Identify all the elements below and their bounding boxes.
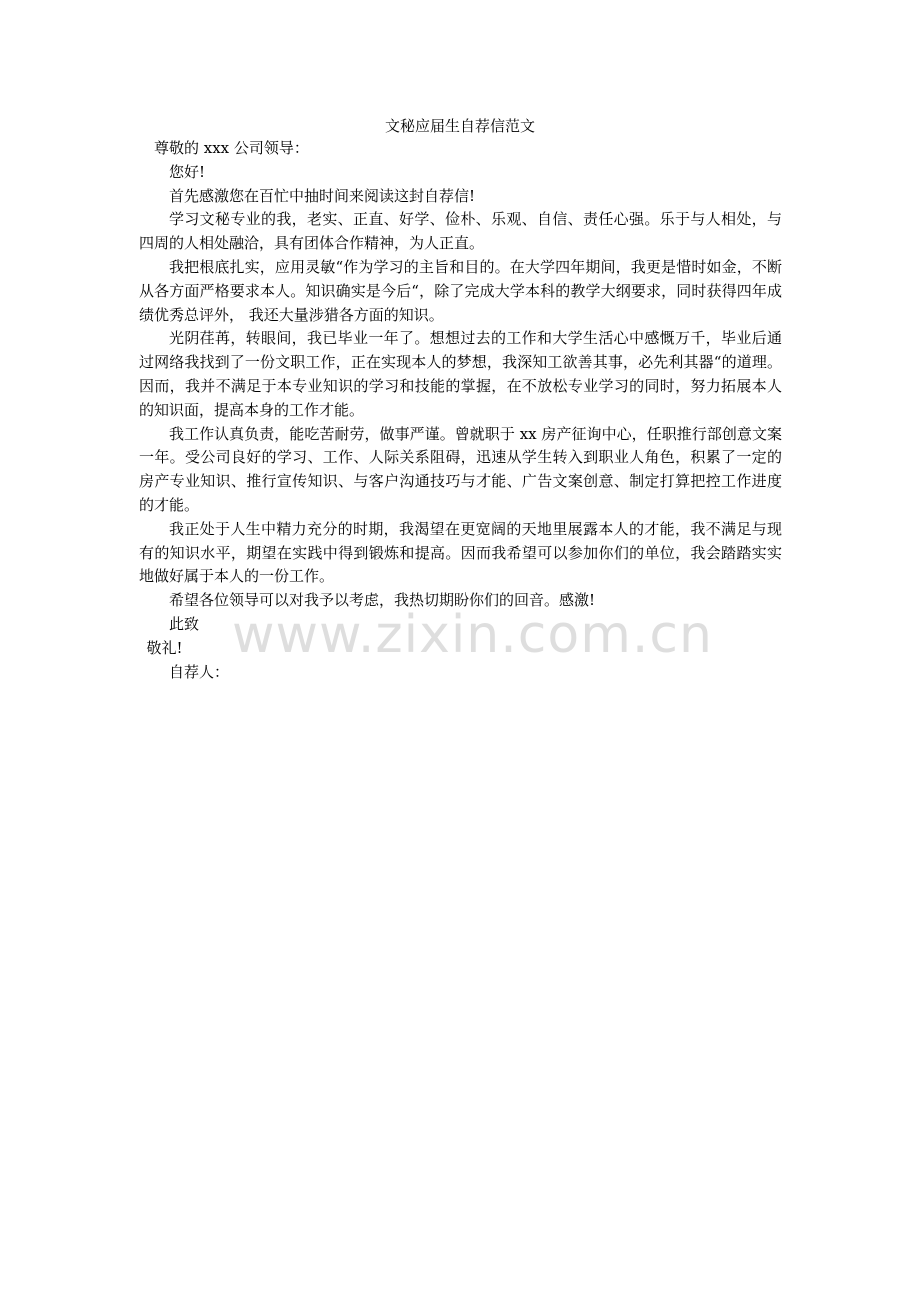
letter-body <box>139 137 782 684</box>
closing-line-1: 此致 <box>169 614 200 633</box>
greeting: 您好! <box>169 162 206 181</box>
signature-line: 自荐人： <box>169 662 230 681</box>
paragraph-1: 首先感激您在百忙中抽时间来阅读这封自荐信! <box>169 186 476 205</box>
paragraph-6: 我正处于人生中精力充分的时期，我渴望在更宽阔的天地里展露本人的才能，我不满足与现有的知识水平，期望在实践中得到锻炼和提高。因而我希望可以参加你们的单位，我会踏踏实实地做好属于本人的一份工作。 <box>139 519 782 586</box>
watermark: www.zixin.com.cn <box>232 605 713 665</box>
paragraph-5: 我工作认真负责，能吃苦耐劳，做事严谨。曾就职于 xx 房产征询中心，任职推行部创意文案一年。受公司良好的学习、工作、人际关系阻碍，迅速从学生转入到职业人角色，积累了一定的房产专业知识、推行宣传知识、与客户沟通技巧与才能、广告文案创意、制定打算把控工作进度的才能。 <box>139 424 782 514</box>
paragraph-4: 光阴荏苒，转眼间，我已毕业一年了。想想过去的工作和大学生活心中感慨万千，毕业后通过网络我找到了一份文职工作，正在实现本人的梦想，我深知工欲善其事，必先利其器“的道理。因而，我并不满足于本专业知识的学习和技能的掌握，在不放松专业学习的同时，努力拓展本人的知识面，提高本身的工作才能。 <box>139 329 782 419</box>
paragraph-7: 希望各位领导可以对我予以考虑，我热切期盼你们的回音。感激! <box>169 591 596 610</box>
closing-line-2: 敬礼! <box>146 638 183 657</box>
document-title: 文秘应届生自荐信范文 <box>384 117 535 135</box>
paragraph-3: 我把根底扎实，应用灵敏“作为学习的主旨和目的。在大学四年期间，我更是惜时如金，不断从各方面严格要求本人。知识确实是今后“，除了完成大学本科的教学大纲要求，同时获得四年成绩优秀总评外， 我还大量涉猎各方面的知识。 <box>139 257 782 324</box>
salutation: 尊敬的 xxx 公司领导： <box>154 139 309 157</box>
paragraph-2: 学习文秘专业的我，老实、正直、好学、俭朴、乐观、自信、责任心强。乐于与人相处，与四周的人相处融洽，具有团体合作精神，为人正直。 <box>139 210 782 253</box>
